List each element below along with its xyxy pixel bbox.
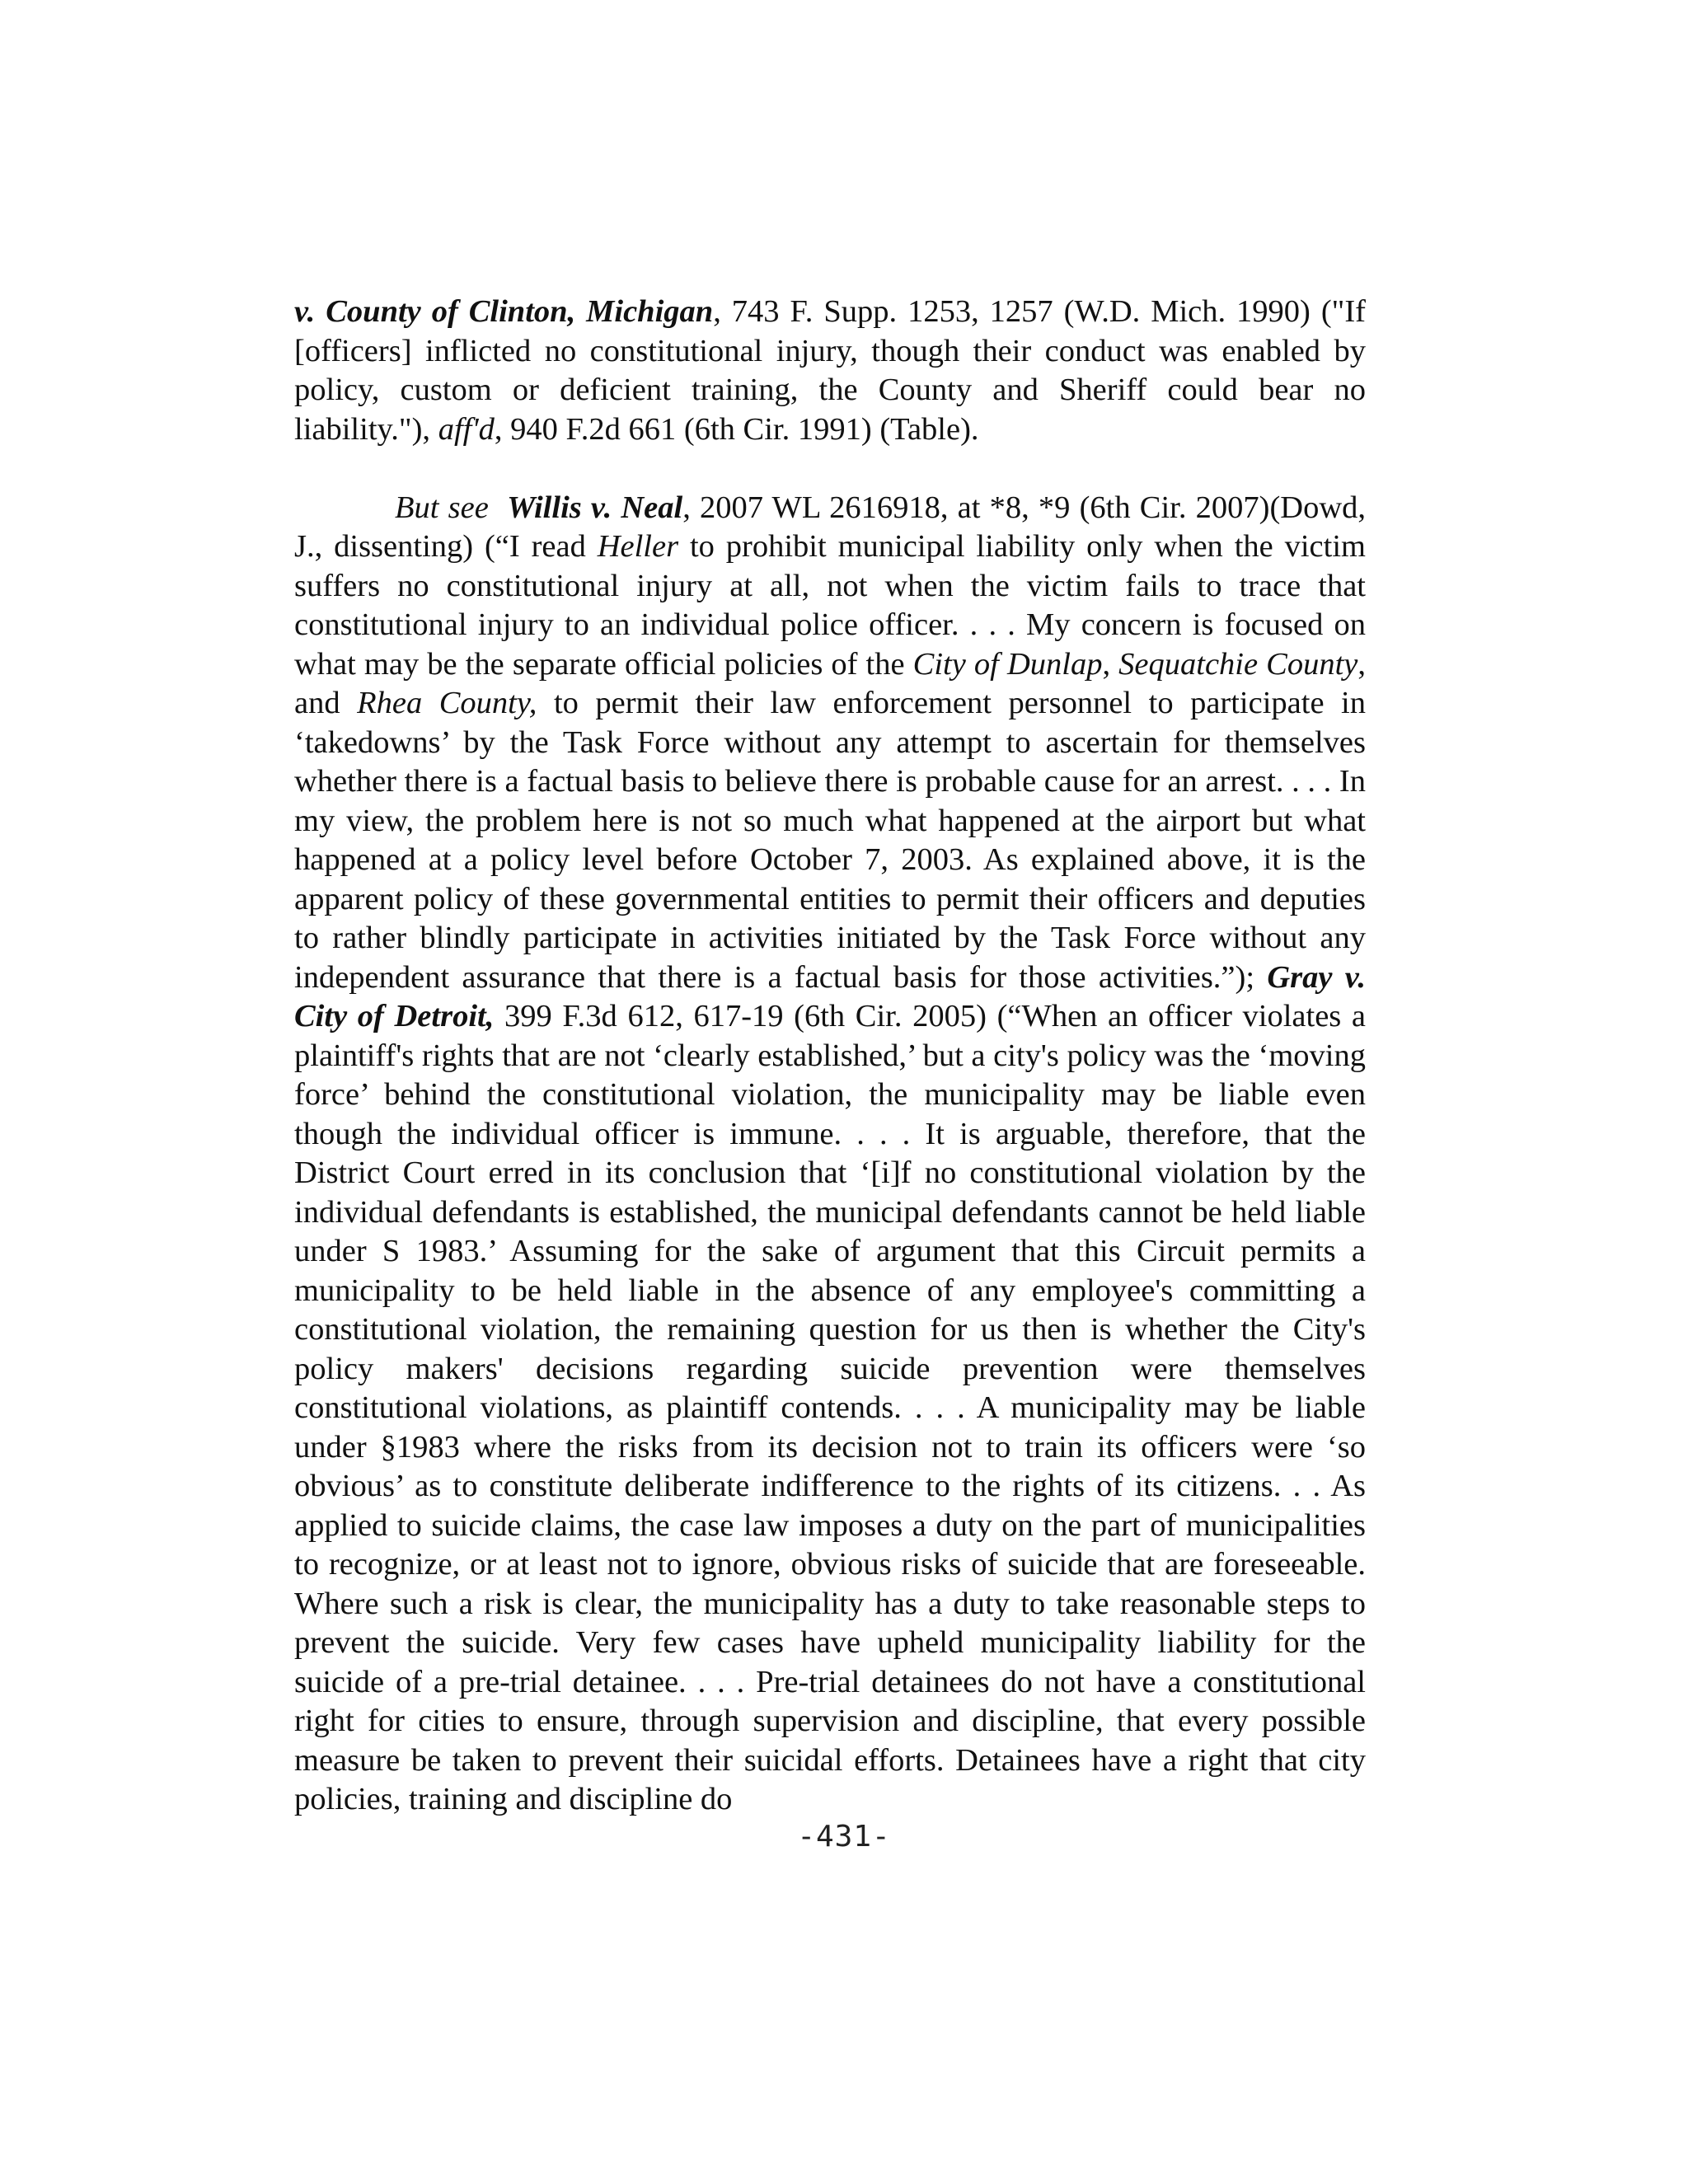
entity-sequatchie: Sequatchie County bbox=[1118, 646, 1358, 682]
separator-text: , and bbox=[294, 646, 1367, 720]
quote-text: 399 F.3d 612, 617-19 (6th Cir. 2005) (“When an officer violates a plaintiff's rights that are not ‘clearly established,’ but a city's policy was the ‘moving force’ behind the constitutional violation, the municipality may be liable even though the individual officer is immune. . . . It is arguable, therefore, that the District Court erred in its conclusion that ‘[i]f no constitutional violation by the individual defendants is established, the municipal defendants cannot be held liable under S 1983.’ Assuming for the sake of argument that this Circuit permits a municipality to be held liable in the absence of any employee's committing a constitutional violation, the remaining question for us then is whether the City's policy makers' decisions regarding suicide prevention were themselves constitutional violations, as plaintiff contends. . . . A municipality may be liable under §1983 where the risks from its decision not to train its officers were ‘so obvious’ as to constitute deliberate indifference to the rights of its citizens. . . As applied to suicide claims, the case law imposes a duty on the part of municipalities to recognize, or at least not to ignore, obvious risks of suicide that are foreseeable. Where such a risk is clear, the municipality has a duty to take reasonable steps to prevent the suicide. Very few cases have upheld municipality liability for the suicide of a pre-trial detainee. . . . Pre-trial detainees do not have a constitutional right for cities to ensure, through supervision and discipline, that every possible measure be taken to prevent their suicidal efforts. Detainees have a right that city policies, training and discipline do bbox=[294, 999, 1366, 1816]
entity-dunlap: City of Dunlap bbox=[912, 646, 1103, 682]
separator-text: , bbox=[1102, 646, 1119, 682]
affd-signal: aff'd bbox=[438, 411, 495, 447]
page-body bbox=[294, 293, 1366, 1820]
citation-text: , 743 F. Supp. 1253, 1257 (W.D. Mich. 1990) ("If [officers] inflicted no constitutional injury, though their conduct was enabled by policy, custom or deficient training, the County and Sheriff could bear no liability."), bbox=[294, 294, 1367, 447]
paragraph-1 bbox=[294, 293, 1366, 449]
but-see-signal: But see bbox=[395, 490, 489, 525]
case-name-clinton: v. County of Clinton, Michigan bbox=[294, 294, 714, 329]
paragraph-2 bbox=[294, 489, 1366, 1820]
case-name-gray: Gray v. City of Detroit, bbox=[294, 959, 1366, 1033]
case-name-heller: Heller bbox=[597, 529, 679, 564]
citation-text: , 940 F.2d 661 (6th Cir. 1991) (Table). bbox=[494, 411, 979, 447]
page-number: -431- bbox=[797, 1820, 891, 1854]
quote-text: to prohibit municipal liability only when the victim suffers no constitutional injury at all, not when the victim fails to trace that constitutional injury to an individual police officer. . . . My concern is focused on what may be the separate official policies of the bbox=[294, 529, 1366, 682]
citation-text: , 2007 WL 2616918, at *8, *9 (6th Cir. 2007)(Dowd, J., dissenting) (“I read bbox=[294, 490, 1367, 564]
case-name-willis: Willis v. Neal bbox=[507, 490, 683, 525]
quote-text: to permit their law enforcement personnel to participate in ‘takedowns’ by the Task Force without any attempt to ascertain for themselves whether there is a factual basis to believe there is probable cause for an arrest. . . . In my view, the problem here is not so much what happened at the airport but what happened at a policy level before October 7, 2003. As explained above, it is the apparent policy of these governmental entities to permit their officers and deputies to rather blindly participate in activities initiated by the Task Force without any independent assurance that there is a factual basis for those activities.”); bbox=[294, 686, 1366, 995]
entity-rhea: Rhea County, bbox=[357, 686, 537, 720]
